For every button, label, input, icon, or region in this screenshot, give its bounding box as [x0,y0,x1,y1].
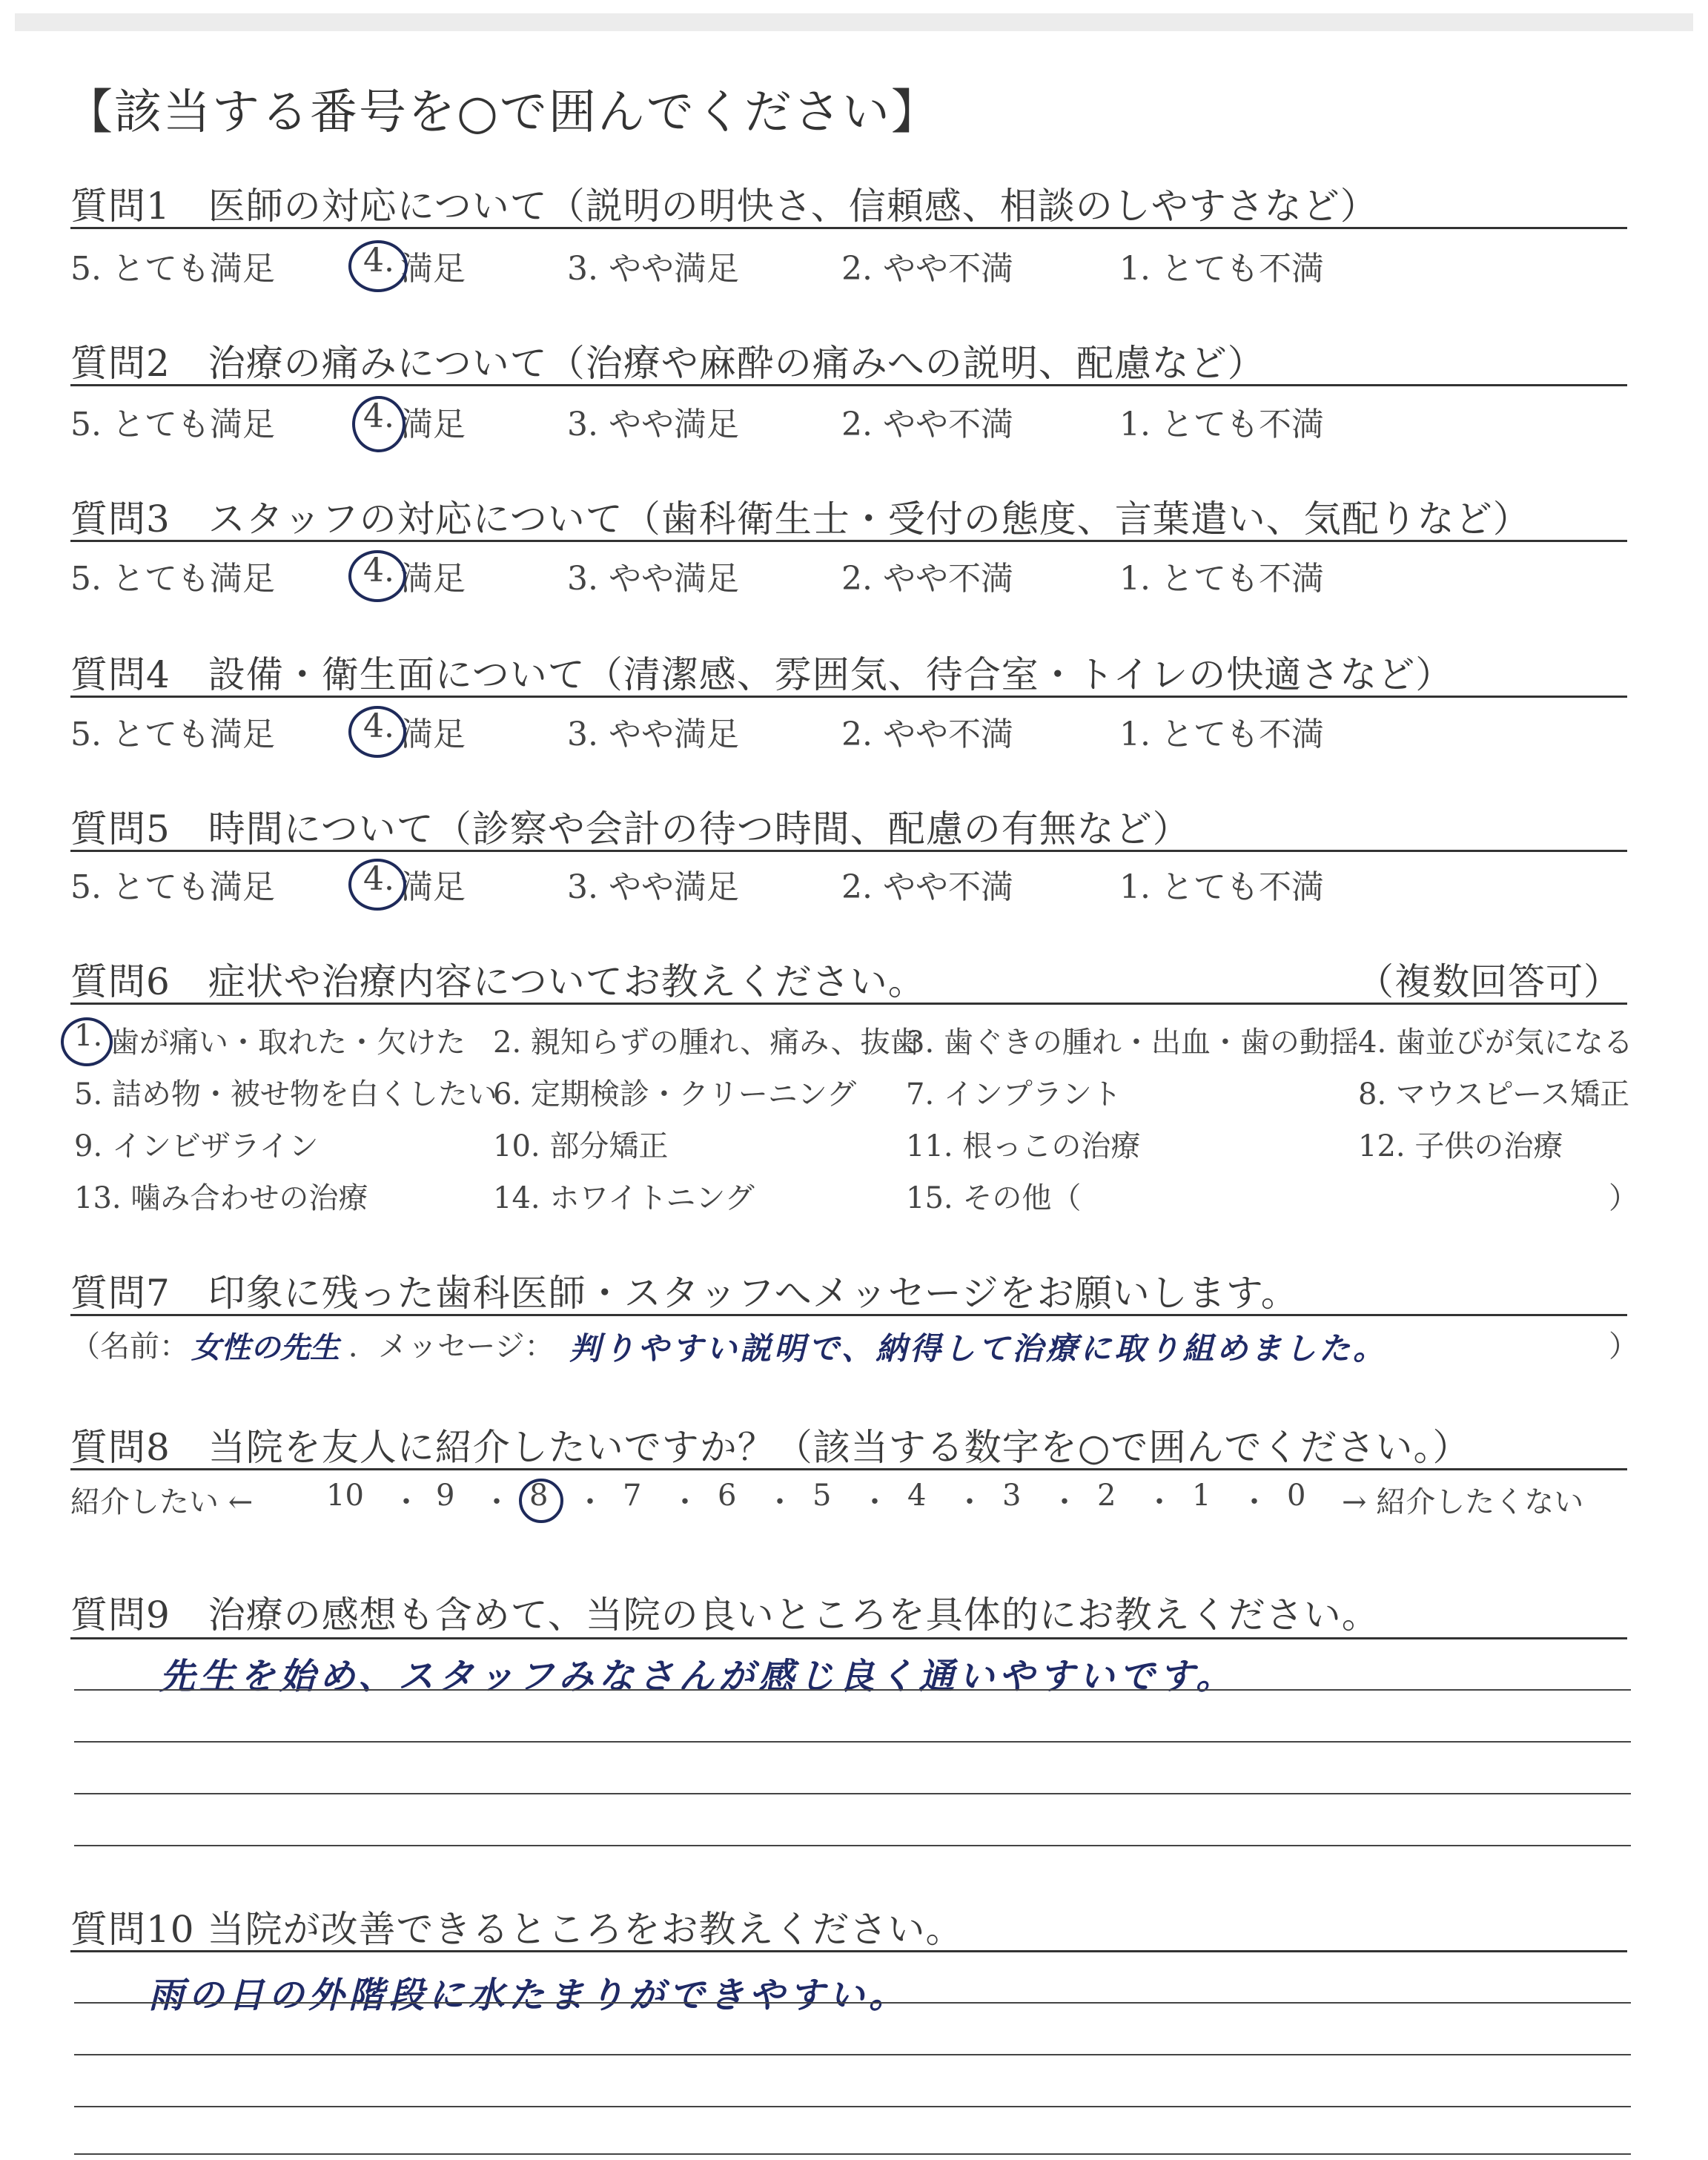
question-5-rule [70,850,1627,852]
q5-option-4-number[interactable]: 4. [363,860,394,898]
question-10-title: 質問10 当院が改善できるところをお教えください。 [70,1908,964,1951]
q4-option-1[interactable]: 1. とても不満 [1119,716,1324,753]
q6-option-15-close: ） [1609,1181,1638,1215]
q6-option-2[interactable]: 2. 親知らずの腫れ、痛み、抜歯 [493,1025,920,1060]
q8-number-2[interactable]: 2 [1097,1479,1116,1513]
question-2-rule [70,384,1627,386]
q2-option-4-label[interactable]: 満足 [400,406,466,443]
q6-option-13[interactable]: 13. 噛み合わせの治療 [74,1181,368,1215]
question-10-rule [70,1950,1627,1952]
q8-dot: ・ [1145,1485,1174,1519]
q10-answer-line [74,2002,1631,2004]
q8-dot: ・ [1050,1485,1079,1519]
question-4-rule [70,696,1627,698]
q6-option-8[interactable]: 8. マウスピース矯正 [1358,1077,1630,1112]
q6-selected-circle [61,1017,113,1066]
q5-option-2[interactable]: 2. やや不満 [841,868,1013,906]
q2-option-1[interactable]: 1. とても不満 [1119,406,1324,443]
q1-option-3[interactable]: 3. やや満足 [567,250,739,288]
q9-handwritten-answer[interactable]: 先生を始め、スタッフみなさんが感じ良く通いやすいです。 [159,1656,1237,1697]
q4-option-4-label[interactable]: 満足 [400,716,466,753]
q1-option-5[interactable]: 5. とても満足 [70,250,275,288]
q8-number-6[interactable]: 6 [718,1479,737,1513]
q2-option-4-number[interactable]: 4. [363,397,394,435]
q9-answer-line [74,1689,1631,1691]
question-2-title: 質問2 治療の痛みについて（治療や麻酔の痛みへの説明、配慮など） [70,342,1265,385]
q8-number-0[interactable]: 0 [1287,1479,1306,1513]
q9-answer-line [74,1793,1631,1794]
question-9-title: 質問9 治療の感想も含めて、当院の良いところを具体的にお教えください。 [70,1593,1380,1636]
q5-selected-circle [348,859,406,911]
q1-option-2[interactable]: 2. やや不満 [841,250,1013,288]
q6-option-4[interactable]: 4. 歯並びが気になる [1358,1025,1633,1060]
q10-answer-line [74,2106,1631,2107]
question-4-title: 質問4 設備・衛生面について（清潔感、雰囲気、待合室・トイレの快適さなど） [70,653,1454,696]
q6-option-5[interactable]: 5. 詰め物・被せ物を白くしたい [74,1077,497,1112]
q5-option-1[interactable]: 1. とても不満 [1119,868,1324,906]
q6-option-12[interactable]: 12. 子供の治療 [1358,1129,1563,1163]
q8-dot: ・ [670,1485,700,1519]
q5-option-4-label[interactable]: 満足 [400,868,466,906]
question-7-title: 質問7 印象に残った歯科医師・スタッフへメッセージをお願いします。 [70,1272,1299,1315]
q9-answer-line [74,1741,1631,1743]
q2-option-3[interactable]: 3. やや満足 [567,406,739,443]
q4-option-5[interactable]: 5. とても満足 [70,716,275,753]
q8-number-8[interactable]: 8 [529,1479,549,1513]
q8-dot: ・ [1239,1485,1269,1519]
question-3-rule [70,540,1627,542]
q5-option-3[interactable]: 3. やや満足 [567,868,739,906]
q8-left-label: 紹介したい ← [70,1485,254,1519]
q6-option-9[interactable]: 9. インビザライン [74,1129,319,1163]
q6-option-1-label[interactable]: 歯が痛い・取れた・欠けた [110,1025,466,1060]
question-1-rule [70,227,1627,229]
q8-number-5[interactable]: 5 [812,1479,832,1513]
q2-option-2[interactable]: 2. やや不満 [841,406,1013,443]
q1-option-4-label[interactable]: 満足 [400,250,466,288]
q3-option-3[interactable]: 3. やや満足 [567,560,739,598]
q8-number-7[interactable]: 7 [623,1479,642,1513]
q8-number-9[interactable]: 9 [436,1479,455,1513]
q2-selected-circle [352,396,406,452]
q4-option-4-number[interactable]: 4. [363,707,394,745]
q7-name-open: （名前： [70,1330,189,1364]
q3-option-4-label[interactable]: 満足 [400,560,466,598]
question-6-note: （複数回答可） [1357,960,1621,1003]
question-9-rule [70,1637,1627,1639]
q8-dot: ・ [765,1485,795,1519]
question-6-title: 質問6 症状や治療内容についてお教えください。 [70,960,926,1003]
q10-answer-line [74,2153,1631,2155]
q3-option-1[interactable]: 1. とても不満 [1119,560,1324,598]
q6-option-3[interactable]: 3. 歯ぐきの腫れ・出血・歯の動揺 [906,1025,1359,1060]
q8-number-10[interactable]: 10 [326,1479,364,1513]
instruction-heading: 【該当する番号を○で囲んでください】 [65,85,940,140]
q3-option-4-number[interactable]: 4. [363,552,394,589]
q8-dot: ・ [860,1485,890,1519]
q4-option-3[interactable]: 3. やや満足 [567,716,739,753]
q3-selected-circle [348,550,406,602]
q8-dot: ・ [575,1485,605,1519]
question-8-rule [70,1468,1627,1470]
q8-dot: ・ [955,1485,984,1519]
q7-message-handwritten[interactable]: 判りやすい説明で、納得して治療に取り組めました。 [569,1330,1388,1367]
q6-option-6[interactable]: 6. 定期検診・クリーニング [493,1077,857,1112]
question-3-title: 質問3 スタッフの対応について（歯科衛生士・受付の態度、言葉遣い、気配りなど） [70,498,1531,541]
q8-number-4[interactable]: 4 [907,1479,927,1513]
q6-option-7[interactable]: 7. インプラント [906,1077,1122,1112]
question-7-rule [70,1314,1627,1316]
q7-message-label: ．メッセージ： [348,1330,555,1364]
q8-number-1[interactable]: 1 [1192,1479,1211,1513]
q6-option-14[interactable]: 14. ホワイトニング [493,1181,755,1215]
q7-close: ） [1609,1330,1638,1364]
q2-option-5[interactable]: 5. とても満足 [70,406,275,443]
q6-option-15[interactable]: 15. その他（ [906,1181,1082,1215]
q8-selected-circle [519,1479,563,1523]
question-6-rule [70,1003,1627,1005]
question-8-title: 質問8 当院を友人に紹介したいですか？（該当する数字を○で囲んでください。） [70,1426,1471,1469]
question-1-title: 質問1 医師の対応について（説明の明快さ、信頼感、相談のしやすさなど） [70,185,1378,228]
q8-dot: ・ [391,1485,421,1519]
q3-option-5[interactable]: 5. とても満足 [70,560,275,598]
q4-option-2[interactable]: 2. やや不満 [841,716,1013,753]
q10-handwritten-answer[interactable]: 雨の日の外階段に水たまりができやすい。 [148,1975,910,2016]
q7-name-handwritten[interactable]: 女性の先生 [191,1331,340,1365]
q1-option-1[interactable]: 1. とても不満 [1119,250,1324,288]
q10-answer-line [74,2054,1631,2055]
q8-dot: ・ [482,1485,512,1519]
q8-right-label: → 紹介したくない [1342,1485,1584,1519]
q4-selected-circle [348,706,406,758]
question-5-title: 質問5 時間について（診察や会計の待つ時間、配慮の有無など） [70,807,1191,851]
q1-selected-circle [348,240,408,292]
q6-option-1-number[interactable]: 1. [74,1019,103,1053]
q3-option-2[interactable]: 2. やや不満 [841,560,1013,598]
q5-option-5[interactable]: 5. とても満足 [70,868,275,906]
q6-option-11[interactable]: 11. 根っこの治療 [906,1129,1141,1163]
q6-option-10[interactable]: 10. 部分矯正 [493,1129,669,1163]
q1-option-4-number[interactable]: 4. [363,242,394,280]
q8-number-3[interactable]: 3 [1002,1479,1022,1513]
q9-answer-line [74,1845,1631,1846]
